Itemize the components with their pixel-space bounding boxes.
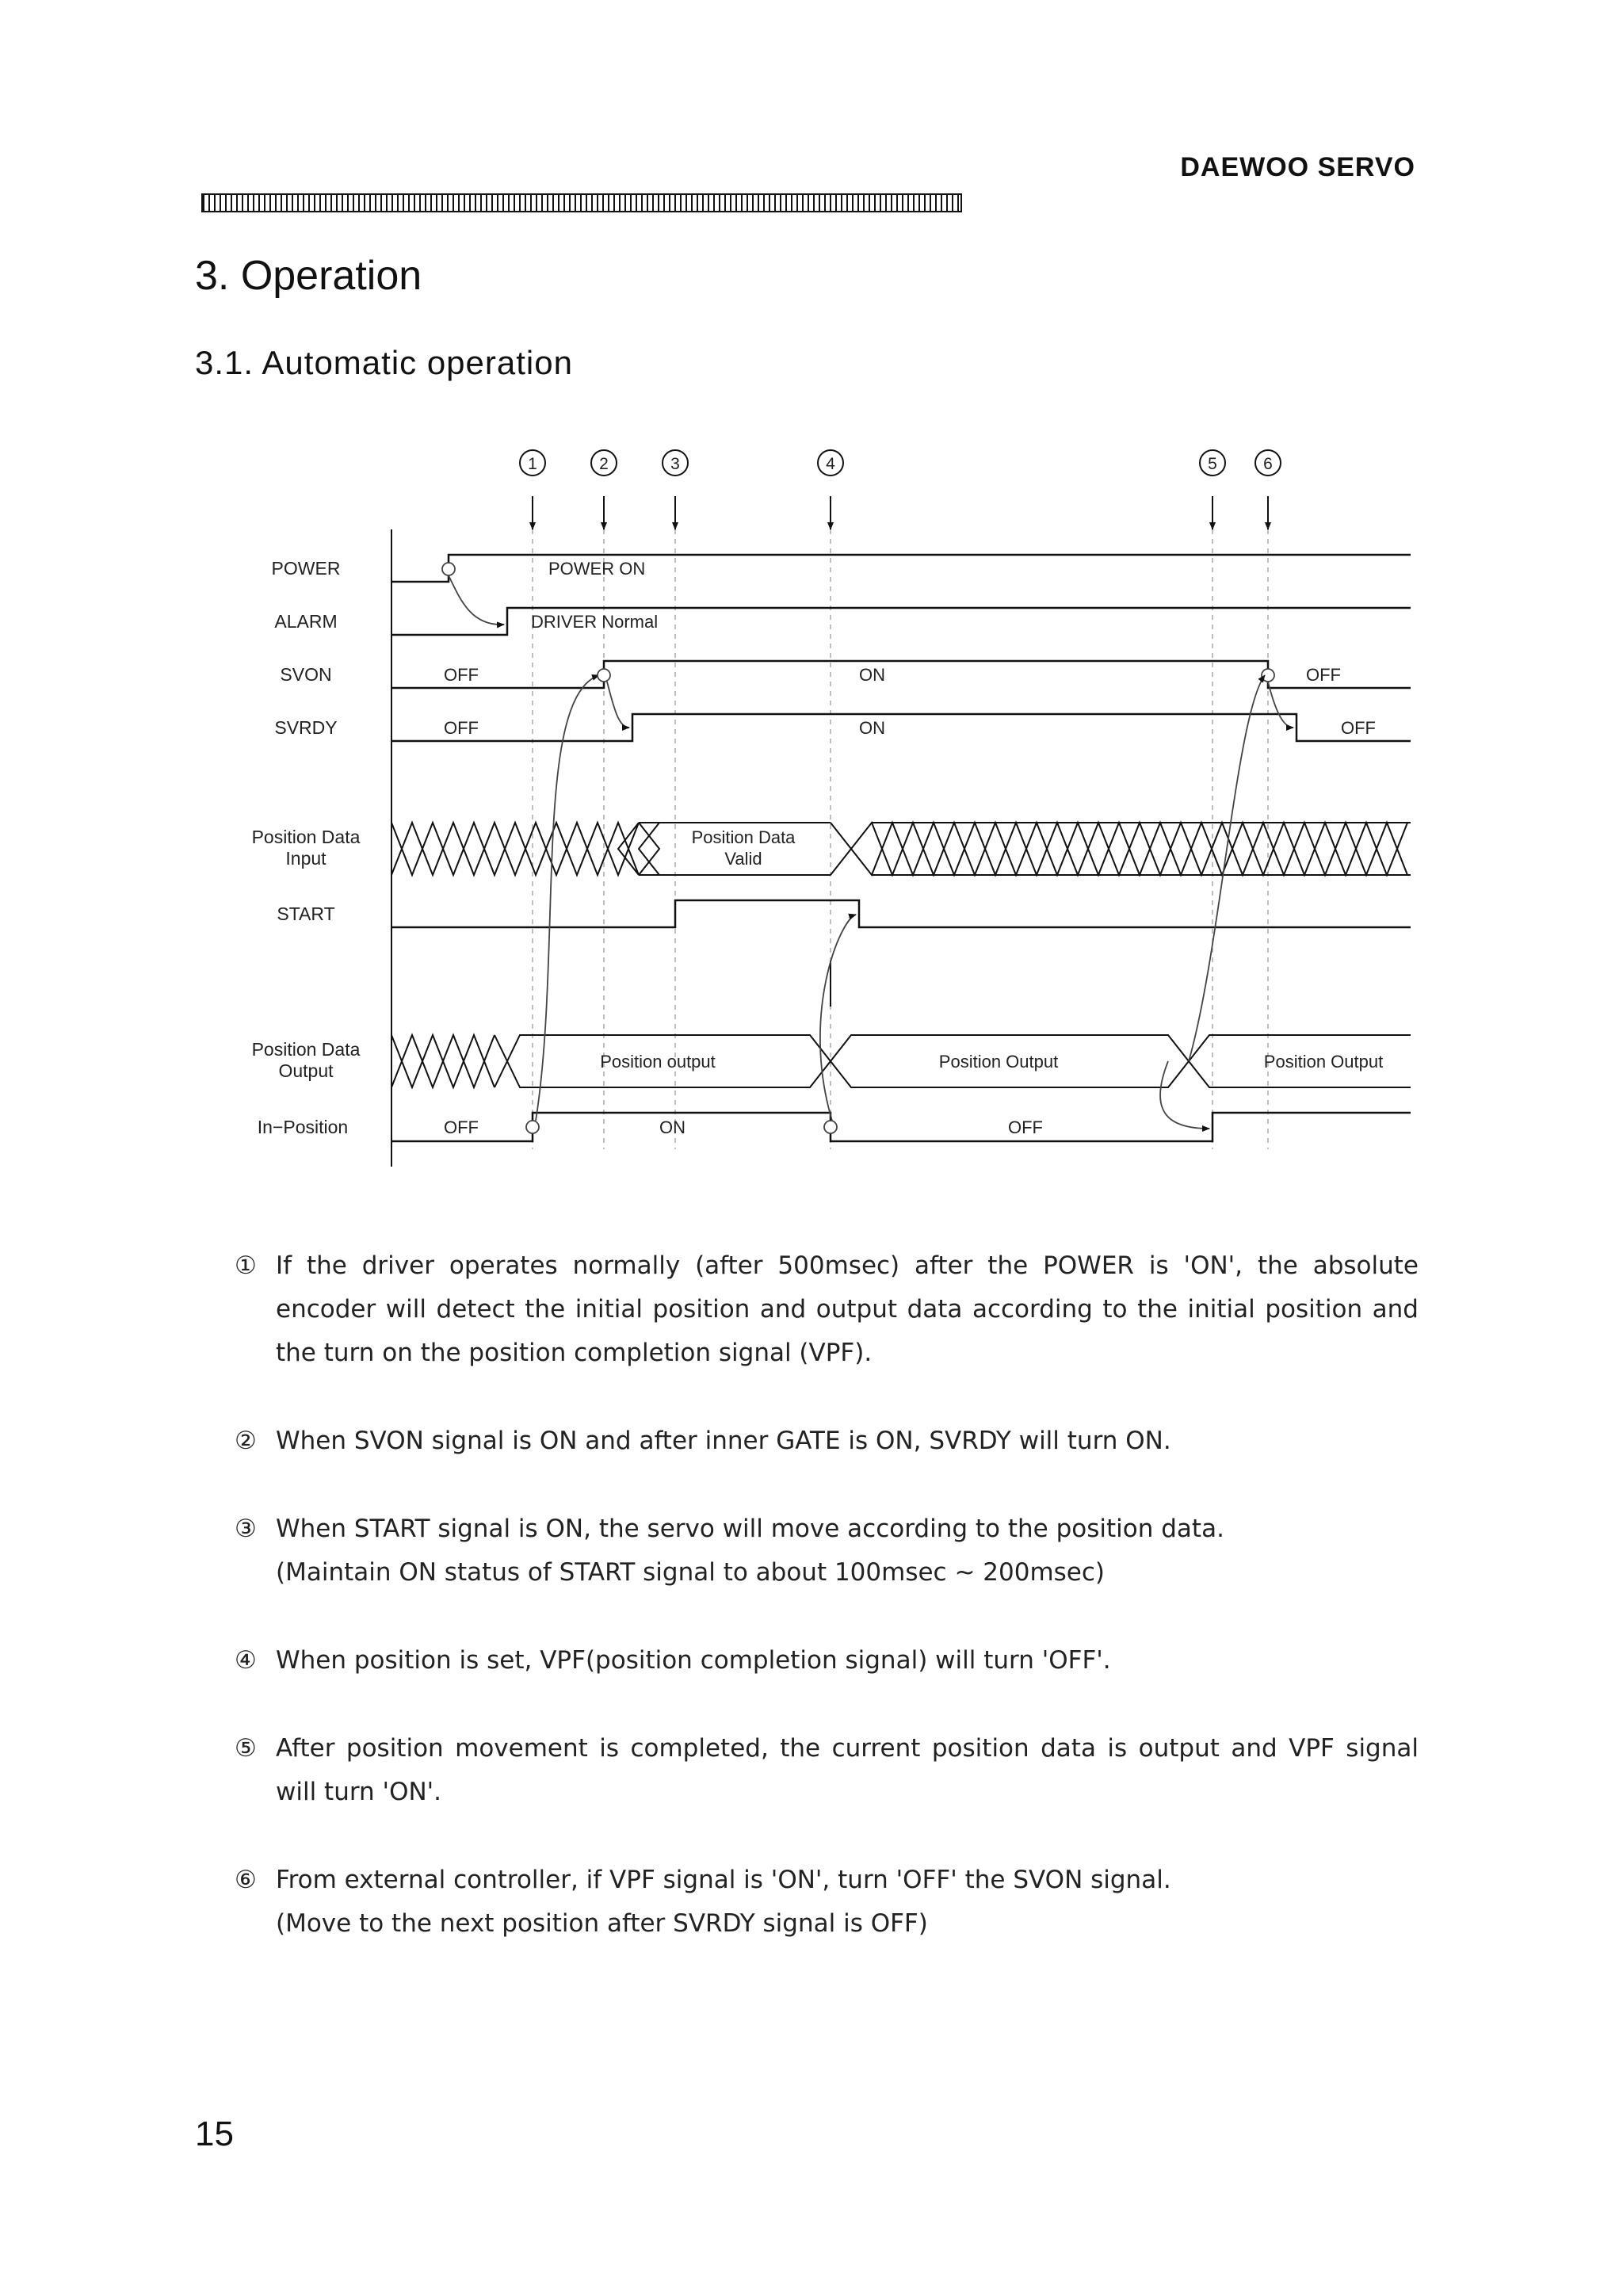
svg-text:4: 4 [826, 455, 835, 473]
marker-3 [663, 450, 688, 529]
note-text: When SVON signal is ON and after inner GATE is ON, SVRDY will turn ON. [276, 1427, 1171, 1455]
note-marker: ⑤ [235, 1734, 257, 1763]
state-position-output-3: Position Output [1263, 1052, 1384, 1072]
wave-power [391, 555, 1411, 582]
note-marker: ③ [235, 1515, 257, 1543]
brand-header: DAEWOO SERVO [1180, 152, 1415, 182]
note-text: When START signal is ON, the servo will move according to the position data. [276, 1515, 1224, 1543]
note-5 [235, 1727, 1419, 1814]
causal-arrows [442, 563, 1293, 1133]
wave-start [391, 900, 1411, 927]
marker-2 [591, 450, 617, 529]
state-svon-on: ON [859, 665, 885, 685]
state-inpos-off-2: OFF [1008, 1117, 1043, 1137]
state-position-output-2: Position Output [938, 1052, 1059, 1072]
marker-1 [520, 450, 545, 529]
note-marker: ① [235, 1251, 257, 1280]
label-start: START [277, 904, 335, 924]
state-position-output-1: Position output [600, 1052, 716, 1072]
state-svrdy-off-1: OFF [444, 718, 479, 738]
state-inpos-on: ON [659, 1117, 685, 1137]
svg-text:2: 2 [599, 455, 609, 473]
wave-in-position [391, 1113, 1411, 1141]
note-marker: ② [235, 1427, 257, 1455]
event-markers [520, 450, 1281, 529]
subsection-title: 3.1. Automatic operation [195, 344, 573, 381]
marker-5 [1200, 450, 1225, 529]
note-text: After position movement is completed, the current position data is output and VPF signal will turn 'ON'. [276, 1734, 1419, 1806]
state-svrdy-on: ON [859, 718, 885, 738]
svg-text:5: 5 [1208, 455, 1217, 473]
note-text: From external controller, if VPF signal is 'ON', turn 'OFF' the SVON signal. [276, 1866, 1171, 1894]
state-inpos-off-1: OFF [444, 1117, 479, 1137]
note-4 [235, 1639, 1419, 1683]
label-position-input-2: Input [285, 848, 327, 869]
label-position-output-1: Position Data [251, 1039, 361, 1060]
label-alarm: ALARM [274, 611, 338, 632]
state-position-valid-2: Valid [724, 849, 762, 869]
label-position-input-1: Position Data [251, 827, 361, 847]
section-title: 3. Operation [195, 253, 422, 299]
note-3 [235, 1507, 1419, 1595]
note-2 [235, 1419, 1419, 1463]
note-subtext: (Move to the next position after SVRDY signal is OFF) [276, 1909, 928, 1938]
note-6 [235, 1859, 1419, 1946]
note-1 [235, 1244, 1419, 1375]
state-position-valid-1: Position Data [691, 827, 796, 847]
note-text: If the driver operates normally (after 500msec) after the POWER is 'ON', the absolute encoder will detect the initial position and output data according to the initial position and the turn on the position completion signal (VPF). [276, 1251, 1419, 1367]
wave-svrdy [391, 714, 1411, 741]
wave-svon [391, 661, 1411, 688]
label-in-position: In−Position [257, 1117, 349, 1137]
waveforms [391, 555, 1411, 1141]
svg-text:6: 6 [1263, 455, 1273, 473]
label-power: POWER [271, 558, 341, 579]
state-svon-off-1: OFF [444, 665, 479, 685]
state-svon-off-2: OFF [1306, 665, 1341, 685]
label-position-output-2: Output [278, 1060, 334, 1081]
note-marker: ④ [235, 1646, 257, 1675]
label-svon: SVON [280, 664, 332, 685]
signal-labels [252, 558, 361, 1137]
note-marker: ⑥ [235, 1866, 257, 1894]
note-text: When position is set, VPF(position completion signal) will turn 'OFF'. [276, 1646, 1111, 1675]
svg-text:1: 1 [528, 455, 537, 473]
marker-4 [818, 450, 843, 529]
state-power-on: POWER ON [548, 559, 646, 579]
state-svrdy-off-2: OFF [1341, 718, 1376, 738]
notes-list [235, 1244, 1419, 1990]
state-annotations [444, 559, 1383, 1137]
marker-6 [1255, 450, 1281, 529]
state-driver-normal: DRIVER Normal [531, 612, 659, 632]
note-subtext: (Maintain ON status of START signal to about 100msec ~ 200msec) [276, 1558, 1106, 1587]
label-svrdy: SVRDY [274, 717, 338, 738]
bus-position-input [391, 823, 1411, 875]
page-number: 15 [195, 2115, 234, 2153]
svg-text:3: 3 [670, 455, 680, 473]
